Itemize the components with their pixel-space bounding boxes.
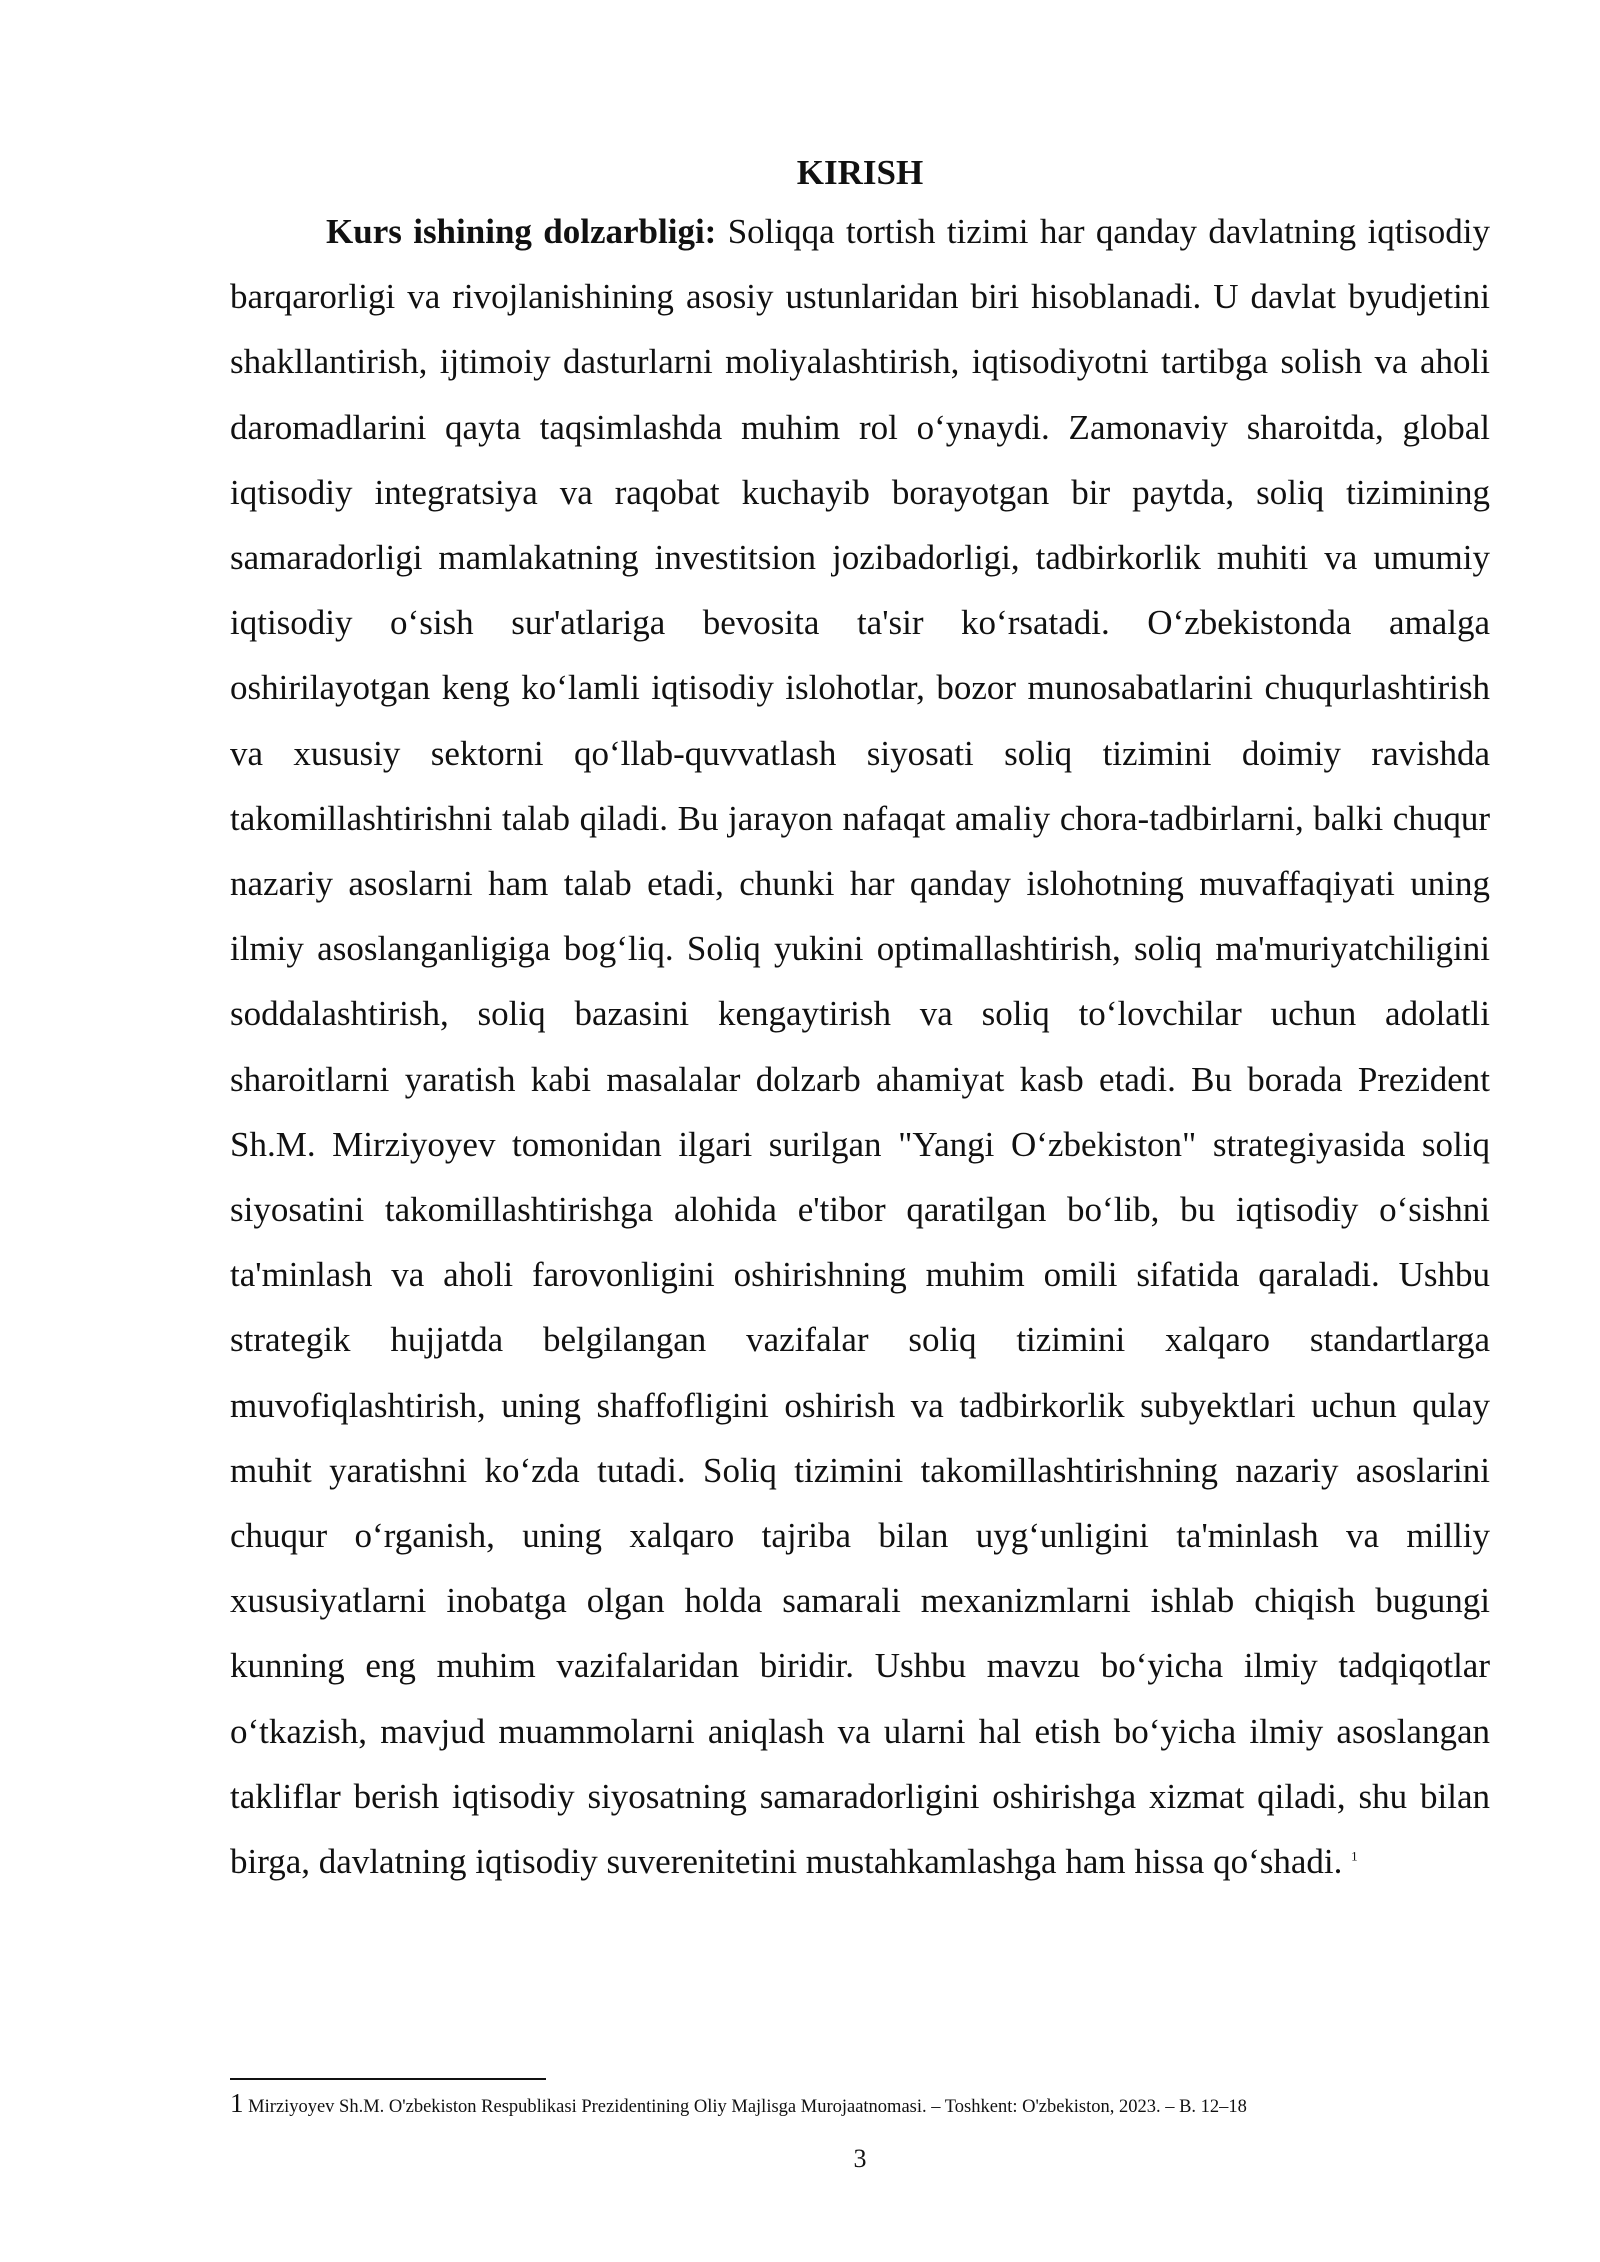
footnote-number: 1 xyxy=(230,2088,244,2118)
section-heading: KIRISH xyxy=(796,153,924,192)
footnote xyxy=(230,2088,1530,2122)
page-number: 3 xyxy=(853,2144,867,2173)
body-paragraph xyxy=(230,199,1490,1894)
footnote-reference[interactable]: 1 xyxy=(1351,1848,1358,1864)
footnote-text: Mirziyoyev Sh.M. O'zbekiston Respublikasi Prezidentining Oliy Majlisga Murojaatnomasi. – Toshkent: O'zbekiston, 2023. – B. 12–18 xyxy=(243,2097,1247,2117)
paragraph-lead: Kurs ishining dolzarbligi: xyxy=(326,212,717,251)
footnote-divider xyxy=(230,2078,546,2080)
paragraph-body: Soliqqa tortish tizimi har qanday davlatning iqtisodiy barqarorligi va rivojlanishining asosiy ustunlaridan biri hisoblanadi. U davlat byudjetini shakllantirish, ijtimoiy dasturlarni moliyalashtirish, iqtisodiyotni tartibga solish va aholi daromadlarini qayta taqsimlashda muhim rol oʻynaydi. Zamonaviy sharoitda, global iqtisodiy integratsiya va raqobat kuchayib borayotgan bir paytda, soliq tizimining samaradorligi mamlakatning investitsion jozibadorligi, tadbirkorlik muhiti va umumiy iqtisodiy oʻsish sur'atlariga bevosita ta'sir koʻrsatadi. Oʻzbekistonda amalga oshirilayotgan keng koʻlamli iqtisodiy islohotlar, bozor munosabatlarini chuqurlashtirish va xususiy sektorni qoʻllab-quvvatlash siyosati soliq tizimini doimiy ravishda takomillashtirishni talab qiladi. Bu jarayon nafaqat amaliy chora-tadbirlarni, balki chuqur nazariy asoslarni ham talab etadi, chunki har qanday islohotning muvaffaqiyati uning ilmiy asoslanganligiga bogʻliq. Soliq yukini optimallashtirish, soliq ma'muriyatchiligini soddalashtirish, soliq bazasini kengaytirish va soliq toʻlovchilar uchun adolatli sharoitlarni yaratish kabi masalalar dolzarb ahamiyat kasb etadi. Bu borada Prezident Sh.M. Mirziyoyev tomonidan ilgari surilgan "Yangi Oʻzbekiston" strategiyasida soliq siyosatini takomillashtirishga alohida e'tibor qaratilgan boʻlib, bu iqtisodiy oʻsishni ta'minlash va aholi farovonligini oshirishning muhim omili sifatida qaraladi. Ushbu strategik hujjatda belgilangan vazifalar soliq tizimini xalqaro standartlarga muvofiqlashtirish, uning shaffofligini oshirish va tadbirkorlik subyektlari uchun qulay muhit yaratishni koʻzda tutadi. Soliq tizimini takomillashtirishning nazariy asoslarini chuqur oʻrganish, uning xalqaro tajriba bilan uygʻunligini ta'minlash va milliy xususiyatlarni inobatga olgan holda samarali mexanizmlarni ishlab chiqish bugungi kunning eng muhim vazifalaridan biridir. Ushbu mavzu boʻyicha ilmiy tadqiqotlar oʻtkazish, mavjud muammolarni aniqlash va ularni hal etish boʻyicha ilmiy asoslangan takliflar berish iqtisodiy siyosatning samaradorligini oshirishga xizmat qiladi, shu bilan birga, davlatning iqtisodiy suverenitetini mustahkamlashga ham hissa qoʻshadi. xyxy=(230,212,1490,1882)
